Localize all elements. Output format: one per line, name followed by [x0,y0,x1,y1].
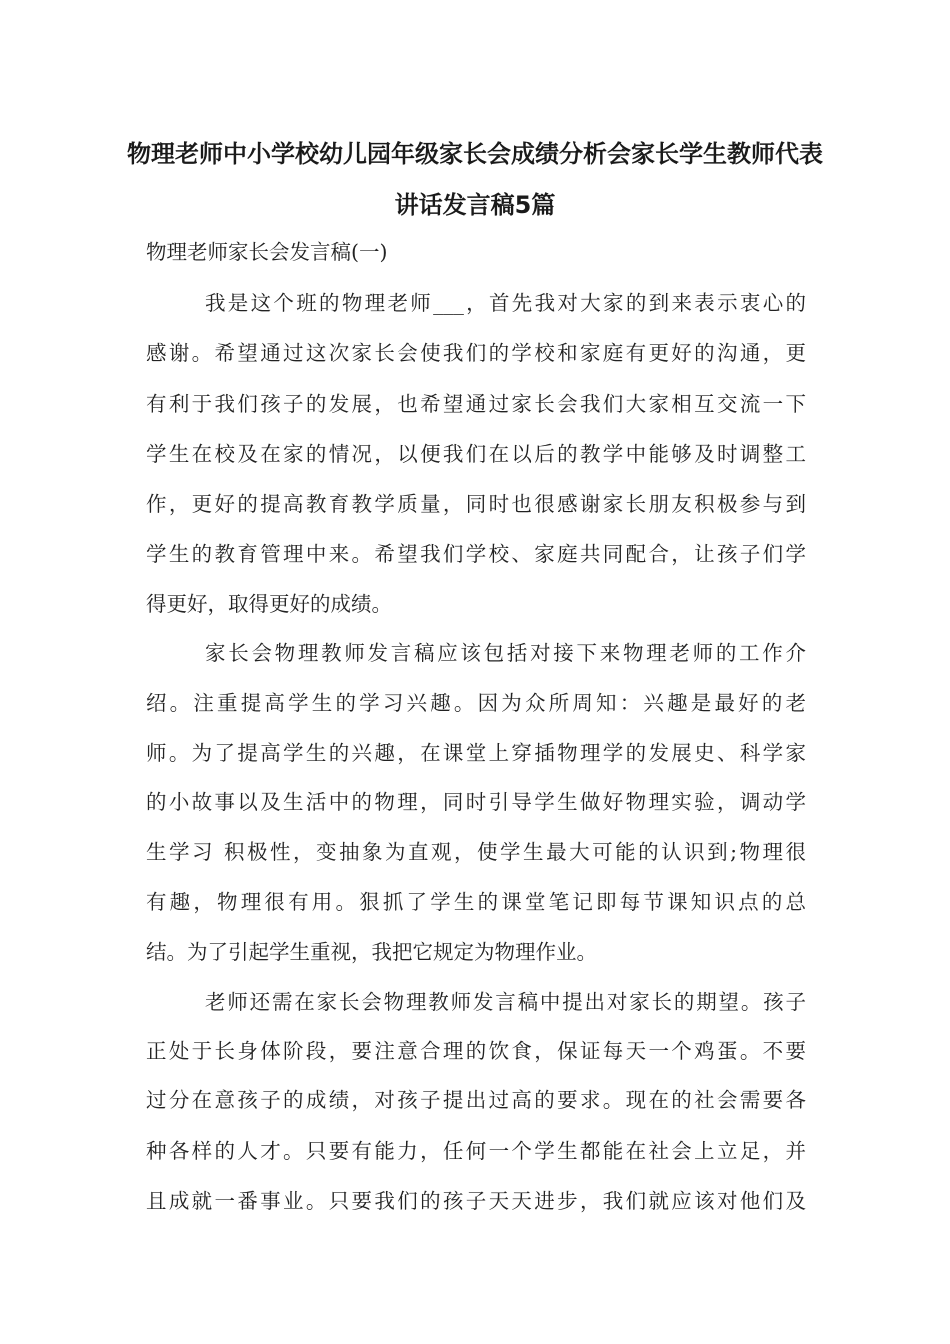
paragraph-line: 师。为了提高学生的兴趣，在课堂上穿插物理学的发展史、科学家 [146,741,806,765]
paragraph-line: 结。为了引起学生重视，我把它规定为物理作业。 [146,940,597,964]
paragraph-line: 正处于长身体阶段，要注意合理的饮食，保证每天一个鸡蛋。不要 [146,1039,806,1063]
paragraph-line: 学生在校及在家的情况，以便我们在以后的教学中能够及时调整工 [146,442,806,466]
paragraph-line: 我是这个班的物理老师___，首先我对大家的到来表示衷心的 [205,291,806,315]
paragraph-line: 有利于我们孩子的发展，也希望通过家长会我们大家相互交流一下 [146,392,806,416]
paragraph-line: 且成就一番事业。只要我们的孩子天天进步，我们就应该对他们及 [146,1189,806,1213]
paragraph-line: 感谢。希望通过这次家长会使我们的学校和家庭有更好的沟通，更 [146,341,806,365]
section-heading: 物理老师家长会发言稿(一) [146,240,388,264]
paragraph-line: 过分在意孩子的成绩，对孩子提出过高的要求。现在的社会需要各 [146,1088,806,1112]
paragraph-line: 的小故事以及生活中的物理，同时引导学生做好物理实验，调动学 [146,790,806,814]
document-title-line-2: 讲话发言稿5篇 [394,191,556,219]
paragraph-line: 老师还需在家长会物理教师发言稿中提出对家长的期望。孩子 [205,990,806,1014]
paragraph-line: 种各样的人才。只要有能力，任何一个学生都能在社会上立足，并 [146,1139,806,1163]
paragraph-line: 得更好，取得更好的成绩。 [146,592,392,616]
paragraph-line: 作，更好的提高教育教学质量，同时也很感谢家长朋友积极参与到 [146,492,806,516]
paragraph-line: 生学习 积极性，变抽象为直观，使学生最大可能的认识到;物理很 [146,840,806,864]
paragraph-line: 绍。注重提高学生的学习兴趣。因为众所周知：兴趣是最好的老 [146,691,806,715]
paragraph-line: 有趣，物理很有用。狠抓了学生的课堂笔记即每节课知识点的总 [146,890,806,914]
document-title-line-1: 物理老师中小学校幼儿园年级家长会成绩分析会家长学生教师代表 [127,140,823,168]
paragraph-line: 学生的教育管理中来。希望我们学校、家庭共同配合，让孩子们学 [146,542,806,566]
paragraph-line: 家长会物理教师发言稿应该包括对接下来物理老师的工作介 [205,641,806,665]
